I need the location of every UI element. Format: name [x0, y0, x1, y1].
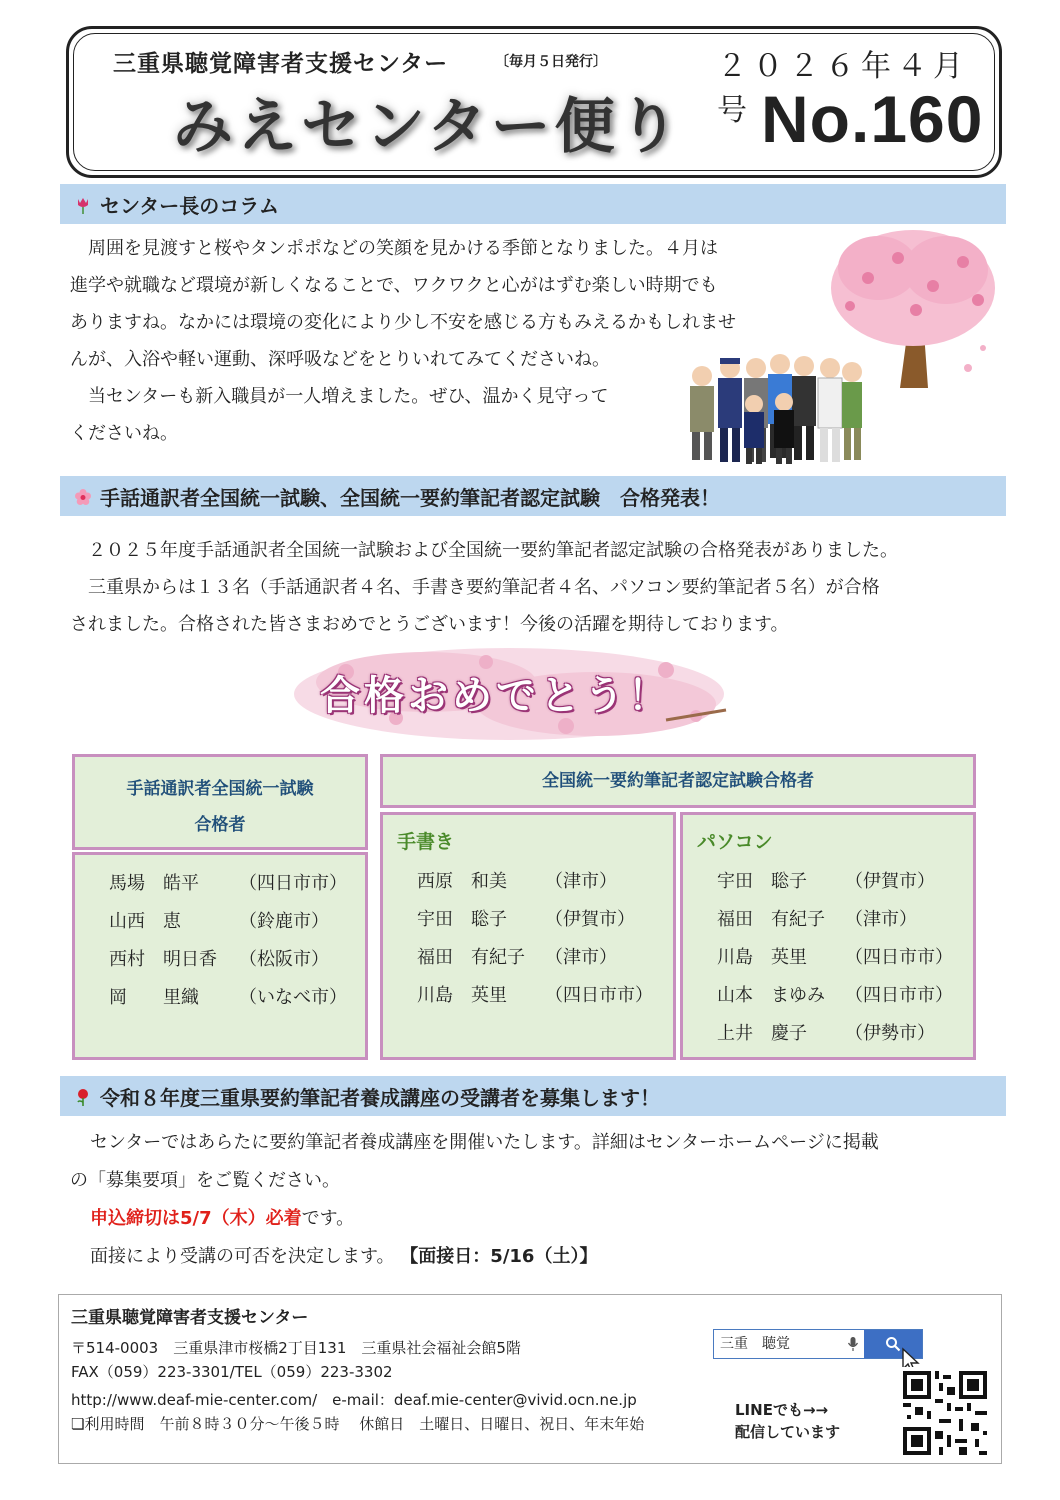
microphone-icon: [842, 1330, 864, 1358]
footer-web-email: http://www.deaf-mie-center.com/ e-mail：deaf.mie-center@vivid.ocn.ne.jp: [71, 1391, 637, 1409]
interview-date: 【面接日：5/16（土）】: [400, 1246, 598, 1267]
list-item: [717, 939, 973, 977]
passer-name: 岡 里織: [109, 987, 199, 1008]
passer-city: （鈴鹿市）: [239, 911, 329, 932]
passer-city: （津市）: [545, 947, 617, 968]
passer-name: 川島 英里: [417, 985, 507, 1006]
passer-city: （四日市市）: [845, 985, 953, 1006]
issue-date: ２０２６年４月号: [717, 49, 969, 128]
search-box-graphic: [713, 1329, 923, 1359]
passer-city: （津市）: [845, 909, 917, 930]
footer-contact-box: [58, 1294, 1002, 1464]
summary-writer-title-box: [380, 754, 976, 808]
passer-city: （伊勢市）: [845, 1023, 935, 1044]
course-line: の「募集要項」をご覧ください。: [70, 1170, 340, 1191]
list-item: [717, 901, 973, 939]
column-line: ありますね。なかには環境の変化により少し不安を感じる方もみえるかもしれませ: [70, 312, 736, 333]
list-item: [109, 979, 365, 1017]
tulip-icon: [74, 195, 92, 213]
footer-address: 〒514-0003 三重県津市桜橋2丁目131 三重県社会福祉会館5階: [71, 1339, 521, 1357]
newsletter-title: みえセンター便り: [173, 92, 683, 162]
section-heading-course: [60, 1076, 1006, 1116]
exam-line: 三重県からは１３名（手話通訳者４名、手書き要約筆記者４名、パソコン要約筆記者５名）が合格: [88, 577, 880, 598]
footer-org: 三重県聴覚障害者支援センター: [71, 1308, 309, 1328]
passer-city: （四日市市）: [845, 947, 953, 968]
footer-hours: ❏利用時間 午前８時３０分～午後５時 休館日 土曜日、日曜日、祝日、年末年始: [71, 1415, 645, 1433]
congrats-text: 合格おめでとう！: [320, 673, 672, 719]
course-body: [70, 1124, 1000, 1276]
interview-text: 面接により受講の可否を決定します。: [90, 1246, 395, 1267]
flower-icon: [74, 487, 92, 505]
section-heading-text: 令和８年度三重県要約筆記者養成講座の受講者を募集します！: [100, 1085, 660, 1110]
exam-body: [70, 532, 1000, 643]
section-heading-exam: [60, 476, 1006, 516]
passer-name: 西原 和美: [417, 871, 507, 892]
people-illustration: [684, 350, 864, 468]
passer-name: 福田 有紀子: [417, 947, 525, 968]
passer-city: （いなべ市）: [239, 987, 347, 1008]
column-line: 進学や就職など環境が新しくなることで、ワクワクと心がはずむ楽しい時期でも: [70, 275, 718, 296]
passer-name: 宇田 聡子: [717, 871, 807, 892]
congrats-banner: [286, 642, 732, 746]
passer-city: （四日市市）: [545, 985, 653, 1006]
sign-language-title-box: [72, 754, 368, 850]
line-notice-2: 配信しています: [735, 1423, 841, 1441]
exam-line: されました。合格された皆さまおめでとうございます！今後の活躍を期待しております。: [70, 614, 789, 635]
list-item: [417, 901, 673, 939]
search-box-text: 三重 聴覚: [720, 1336, 790, 1352]
masthead: [66, 26, 1002, 178]
passer-name: 山本 まゆみ: [717, 985, 825, 1006]
sign-language-title: 手話通訳者全国統一試験: [126, 779, 314, 799]
list-item: [717, 1015, 973, 1053]
footer-phone: FAX（059）223-3301/TEL（059）223-3302: [71, 1363, 393, 1381]
list-item: [717, 863, 973, 901]
column-line: 周囲を見渡すと桜やタンポポなどの笑顔を見かける季節となりました。４月は: [88, 238, 718, 259]
handwritten-list: [380, 812, 676, 1060]
list-item: [109, 941, 365, 979]
passer-city: （津市）: [545, 871, 617, 892]
column-line: 当センターも新入職員が一人増えました。ぜひ、温かく見守って: [88, 386, 609, 407]
rose-icon: [74, 1087, 92, 1105]
passer-city: （松阪市）: [239, 949, 329, 970]
masthead-org: 三重県聴覚障害者支援センター: [113, 51, 449, 77]
list-item: [417, 939, 673, 977]
passer-name: 福田 有紀子: [717, 909, 825, 930]
section-heading-column: [60, 184, 1006, 224]
issue-number: No.160: [761, 82, 984, 156]
masthead-frequency: 〔毎月５日発行〕: [495, 54, 607, 70]
deadline-suffix: です。: [301, 1208, 355, 1229]
qr-code[interactable]: [899, 1367, 991, 1459]
summary-writer-title: 全国統一要約筆記者認定試験合格者: [542, 771, 814, 791]
passer-name: 馬場 皓平: [109, 873, 199, 894]
list-item: [109, 865, 365, 903]
pc-label: パソコン: [697, 831, 773, 853]
passer-city: （伊賀市）: [845, 871, 935, 892]
course-line: センターではあらたに要約筆記者養成講座を開催いたします。詳細はセンターホームページに掲載: [90, 1132, 879, 1153]
section-heading-text: 手話通訳者全国統一試験、全国統一要約筆記者認定試験 合格発表！: [100, 485, 720, 510]
passer-name: 上井 慶子: [717, 1023, 807, 1044]
passer-name: 西村 明日香: [109, 949, 217, 970]
list-item: [417, 977, 673, 1015]
sign-language-subtitle: 合格者: [194, 815, 246, 835]
passer-name: 山西 恵: [109, 911, 181, 932]
deadline-line: [70, 1200, 1000, 1238]
pc-list: [680, 812, 976, 1060]
column-line: んが、入浴や軽い運動、深呼吸などをとりいれてみてくださいね。: [70, 349, 610, 370]
column-line: くださいね。: [70, 423, 178, 444]
deadline-text: 申込締切は5/7（木）必着: [90, 1208, 302, 1229]
sign-language-list: [72, 852, 368, 1060]
passer-city: （伊賀市）: [545, 909, 635, 930]
passer-name: 宇田 聡子: [417, 909, 507, 930]
handwritten-label: 手書き: [397, 831, 455, 853]
list-item: [417, 863, 673, 901]
list-item: [109, 903, 365, 941]
line-notice: [735, 1399, 840, 1443]
section-heading-text: センター長のコラム: [100, 193, 279, 218]
interview-line: [70, 1238, 1000, 1276]
list-item: [717, 977, 973, 1015]
passer-name: 川島 英里: [717, 947, 807, 968]
line-notice-1: LINEでも→→: [735, 1401, 829, 1419]
exam-line: ２０２５年度手話通訳者全国統一試験および全国統一要約筆記者認定試験の合格発表がありました。: [88, 540, 898, 561]
passer-city: （四日市市）: [239, 873, 347, 894]
